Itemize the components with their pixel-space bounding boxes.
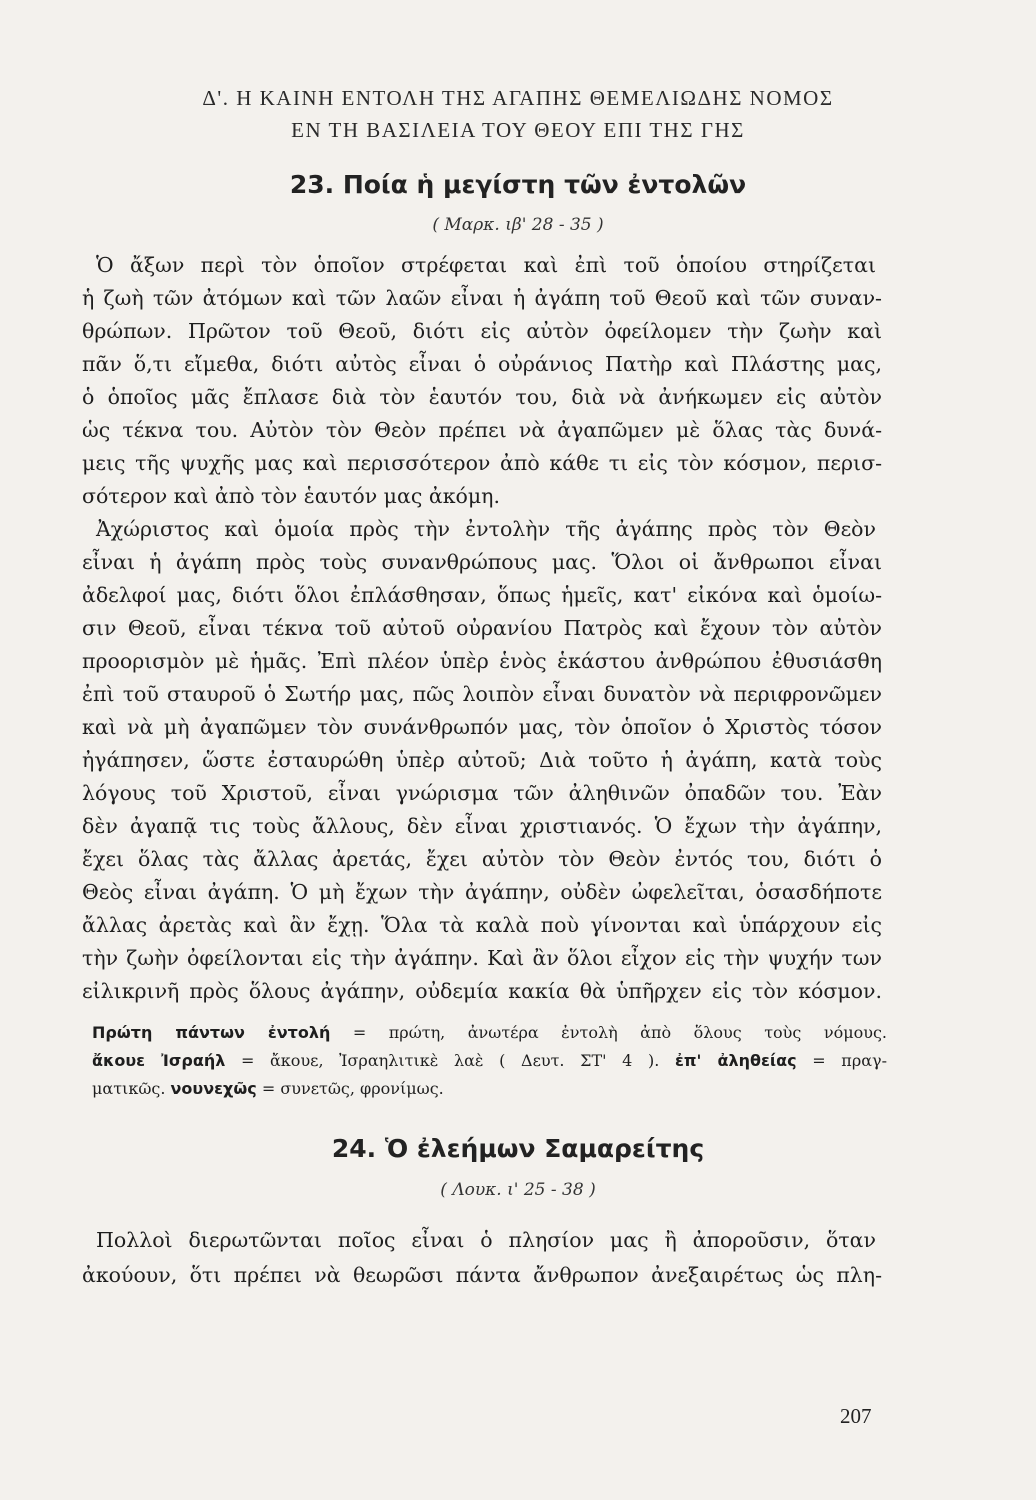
body-line: Πολλοὶ διερωτῶνται ποῖος εἶναι ὁ πλησίον μας ἢ ἀποροῦσιν, ὅταν <box>96 1228 876 1252</box>
body-line: σότερον καὶ ἀπὸ τὸν ἑαυτόν μας ἀκόμη. <box>82 484 500 508</box>
body-line: ἔχει ὅλας τὰς ἄλλας ἀρετάς, ἔχει αὐτὸν τὸν Θεὸν ἐντός του, διότι ὁ <box>82 847 882 871</box>
body-line: σιν Θεοῦ, εἶναι τέκνα τοῦ αὐτοῦ οὐρανίου Πατρὸς καὶ ἔχουν τὸν αὐτὸν <box>82 616 882 640</box>
section-24-heading: 24. Ὁ ἐλεήμων Σαμαρείτης <box>331 1134 705 1163</box>
glossary-definition: = πρώτη, ἀνωτέρα ἐντολὴ ἀπὸ ὅλους τοὺς νόμους. <box>330 1023 888 1042</box>
glossary-term: ἄκουε Ἰσραήλ <box>92 1051 226 1070</box>
body-line: καὶ νὰ μὴ ἀγαπῶμεν τὸν συνάνθρωπόν μας, τὸν ὁποῖον ὁ Χριστὸς τόσον <box>82 715 882 739</box>
section-24-reference: ( Λουκ. ι' 25 - 38 ) <box>440 1180 596 1200</box>
glossary-term: Πρώτη πάντων ἐντολή <box>92 1023 331 1042</box>
body-line: δὲν ἀγαπᾷ τις τοὺς ἄλλους, δὲν εἶναι χριστιανός. Ὁ ἔχων τὴν ἀγάπην, <box>82 814 882 838</box>
glossary-line <box>92 1076 887 1102</box>
body-line: θρώπων. Πρῶτον τοῦ Θεοῦ, διότι εἰς αὐτὸν ὀφείλομεν τὴν ζωὴν καὶ <box>82 319 882 343</box>
glossary-definition: ματικῶς. <box>92 1079 166 1098</box>
body-line: Θεὸς εἶναι ἀγάπη. Ὁ μὴ ἔχων τὴν ἀγάπην, οὐδὲν ὠφελεῖται, ὁσασδήποτε <box>82 880 882 904</box>
body-line: ἡ ζωὴ τῶν ἀτόμων καὶ τῶν λαῶν εἶναι ἡ ἀγάπη τοῦ Θεοῦ καὶ τῶν συναν- <box>82 286 882 310</box>
body-line: Ἀχώριστος καὶ ὁμοία πρὸς τὴν ἐντολὴν τῆς ἀγάπης πρὸς τὸν Θεὸν <box>96 517 876 541</box>
glossary-definition: = ἄκουε, Ἰσραηλιτικὲ λαὲ ( Δευτ. ΣΤ' 4 ). <box>225 1051 660 1070</box>
body-line: εἶναι ἡ ἀγάπη πρὸς τοὺς συνανθρώπους μας. Ὅλοι οἱ ἄνθρωποι εἶναι <box>82 550 882 574</box>
body-line: ἀκούουν, ὅτι πρέπει νὰ θεωρῶσι πάντα ἄνθρωπον ἀνεξαιρέτως ὡς πλη- <box>82 1263 882 1287</box>
body-line: προορισμὸν μὲ ἡμᾶς. Ἐπὶ πλέον ὑπὲρ ἑνὸς ἑκάστου ἀνθρώπου ἐθυσιάσθη <box>82 649 882 673</box>
body-line: ἄλλας ἀρετὰς καὶ ἂν ἔχῃ. Ὅλα τὰ καλὰ ποὺ γίνονται καὶ ὑπάρχουν εἰς <box>82 913 882 937</box>
body-line: Ὁ ἄξων περὶ τὸν ὁποῖον στρέφεται καὶ ἐπὶ τοῦ ὁποίου στηρίζεται <box>96 253 876 277</box>
glossary-term: νουνεχῶς <box>170 1079 257 1098</box>
glossary-line <box>92 1020 887 1046</box>
body-line: ὁ ὁποῖος μᾶς ἔπλασε διὰ τὸν ἑαυτόν του, διὰ νὰ ἀνήκωμεν εἰς αὐτὸν <box>82 385 882 409</box>
body-line: ἀδελφοί μας, διότι ὅλοι ἐπλάσθησαν, ὅπως ἡμεῖς, κατ' εἰκόνα καὶ ὁμοίω- <box>82 583 882 607</box>
body-line: εἰλικρινῆ πρὸς ὅλους ἀγάπην, οὐδεμία κακία θὰ ὑπῆρχεν εἰς τὸν κόσμον. <box>82 979 882 1003</box>
page-number: 207 <box>840 1404 872 1428</box>
body-line: μεις τῆς ψυχῆς μας καὶ περισσότερον ἀπὸ κάθε τι εἰς τὸν κόσμον, περισ- <box>82 451 882 475</box>
glossary-term: ἐπ' ἀληθείας <box>674 1051 797 1070</box>
body-line: πᾶν ὅ,τι εἴμεθα, διότι αὐτὸς εἶναι ὁ οὐράνιος Πατὴρ καὶ Πλάστης μας, <box>82 352 882 376</box>
chapter-title-line-2: ΕΝ ΤΗ ΒΑΣΙΛΕΙΑ ΤΟΥ ΘΕΟΥ ΕΠΙ ΤΗΣ ΓΗΣ <box>291 118 745 142</box>
glossary-definition: = πραγ- <box>796 1051 887 1070</box>
section-23-heading: 23. Ποία ἡ μεγίστη τῶν ἐντολῶν <box>289 170 747 199</box>
body-line: τὴν ζωὴν ὀφείλονται εἰς τὴν ἀγάπην. Καὶ ἂν ὅλοι εἶχον εἰς τὴν ψυχήν των <box>82 946 882 970</box>
body-line: ἐπὶ τοῦ σταυροῦ ὁ Σωτήρ μας, πῶς λοιπὸν εἶναι δυνατὸν νὰ περιφρονῶμεν <box>82 682 882 706</box>
glossary-definition: = συνετῶς, φρονίμως. <box>256 1079 444 1098</box>
glossary-line <box>92 1048 887 1074</box>
body-line: ὡς τέκνα του. Αὐτὸν τὸν Θεὸν πρέπει νὰ ἀγαπῶμεν μὲ ὅλας τὰς δυνά- <box>82 418 882 442</box>
body-line: λόγους τοῦ Χριστοῦ, εἶναι γνώρισμα τῶν ἀληθινῶν ὀπαδῶν του. Ἐὰν <box>82 781 882 805</box>
section-23-reference: ( Μαρκ. ιβ' 28 - 35 ) <box>432 215 604 235</box>
body-line: ἠγάπησεν, ὥστε ἐσταυρώθη ὑπὲρ αὐτοῦ; Διὰ τοῦτο ἡ ἀγάπη, κατὰ τοὺς <box>82 748 882 772</box>
chapter-title-line-1: Δ'. Η ΚΑΙΝΗ ΕΝΤΟΛΗ ΤΗΣ ΑΓΑΠΗΣ ΘΕΜΕΛΙΩΔΗΣ ΝΟΜΟΣ <box>202 86 834 110</box>
